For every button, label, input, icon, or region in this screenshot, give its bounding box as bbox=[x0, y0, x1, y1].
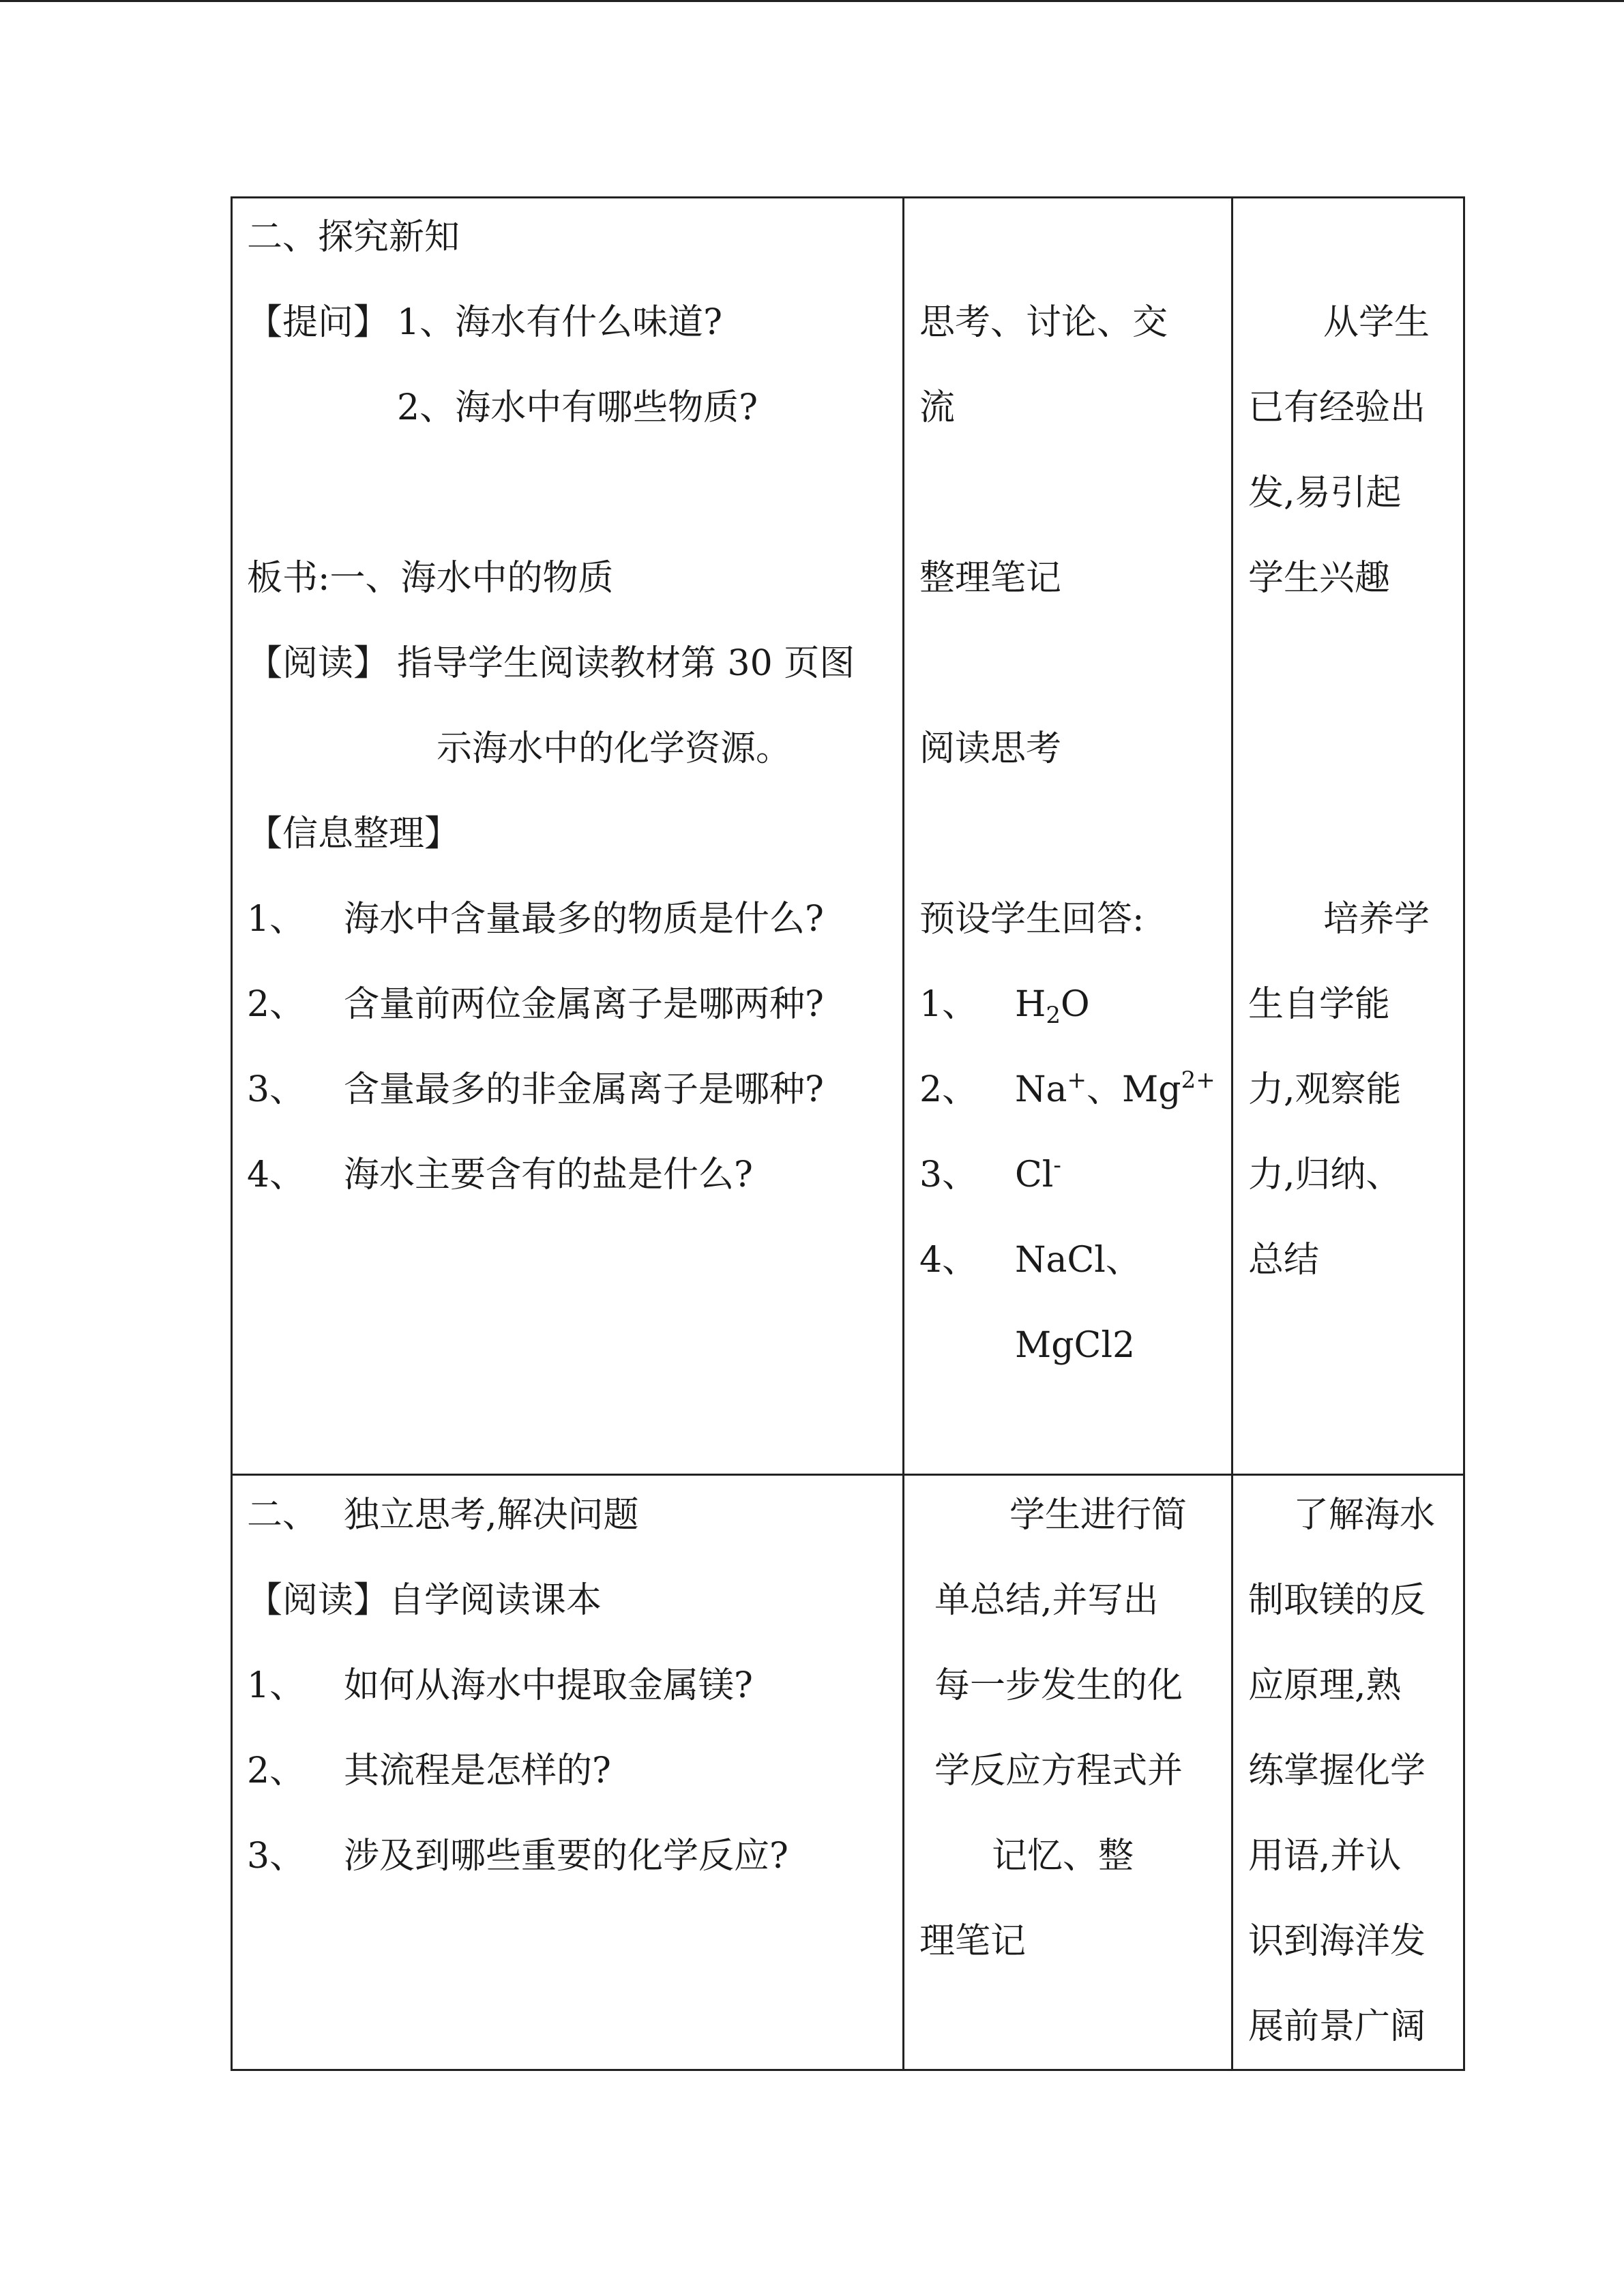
design-intent-text: 从学生 bbox=[1323, 302, 1430, 343]
answer-chloride-ion: Cl- bbox=[1015, 1152, 1061, 1195]
design-intent-text: 展前景广阔 bbox=[1248, 2006, 1426, 2047]
design-intent-text: 总结 bbox=[1248, 1240, 1320, 1281]
design-intent-text: 培养学 bbox=[1323, 899, 1430, 940]
design-intent-text: 用语,并认 bbox=[1248, 1836, 1402, 1877]
answer-number: 3、 bbox=[919, 1154, 978, 1195]
answer-formula-water: $H_2O$ bbox=[1015, 984, 1090, 1029]
design-intent-text: 发,易引起 bbox=[1248, 473, 1402, 513]
question-label: 【提问】 bbox=[247, 302, 389, 343]
answer-number: 1、 bbox=[919, 984, 978, 1025]
design-intent-text: 练掌握化学 bbox=[1248, 1750, 1426, 1791]
answer-salt-line-2: MgCl2 bbox=[1015, 1325, 1136, 1366]
info-item-number: 2、 bbox=[247, 984, 306, 1025]
info-item-number: 4、 bbox=[247, 1154, 306, 1195]
design-intent-text: 应原理,熟 bbox=[1248, 1665, 1402, 1706]
answer-number: 2、 bbox=[919, 1069, 978, 1110]
task-item-text: 如何从海水中提取金属镁? bbox=[344, 1665, 753, 1706]
task-item-number: 2、 bbox=[247, 1750, 306, 1791]
section-2-reading: 【阅读】自学阅读课本 bbox=[247, 1580, 602, 1621]
design-intent-text: 力,观察能 bbox=[1248, 1069, 1402, 1110]
info-organize-label: 【信息整理】 bbox=[247, 814, 460, 854]
student-activity-text: 每一步发生的化 bbox=[934, 1665, 1183, 1706]
info-item-text: 海水主要含有的盐是什么? bbox=[344, 1154, 753, 1195]
section-2-number: 二、 bbox=[247, 1495, 319, 1536]
table-column-divider-1 bbox=[902, 196, 904, 2071]
answer-metal-ions: Na+、$Mg^{2+}$ bbox=[1015, 1067, 1215, 1110]
info-item-number: 1、 bbox=[247, 899, 306, 940]
question-2: 2、海水中有哪些物质? bbox=[397, 387, 758, 428]
design-intent-text: 已有经验出 bbox=[1248, 387, 1426, 428]
reading-text-line-1: 指导学生阅读教材第 30 页图 bbox=[397, 643, 855, 684]
table-border-top bbox=[231, 196, 1465, 198]
design-intent-text: 了解海水 bbox=[1293, 1495, 1436, 1536]
table-border-bottom bbox=[231, 2069, 1465, 2071]
info-item-text: 海水中含量最多的物质是什么? bbox=[344, 899, 824, 940]
task-item-text: 其流程是怎样的? bbox=[344, 1750, 611, 1791]
question-1: 1、海水有什么味道? bbox=[397, 302, 722, 343]
student-activity-text: 理笔记 bbox=[919, 1921, 1027, 1962]
reading-label: 【阅读】 bbox=[247, 643, 389, 684]
table-border-left bbox=[231, 196, 233, 2071]
student-activity-think-cont: 流 bbox=[919, 387, 956, 428]
table-column-divider-2 bbox=[1231, 196, 1233, 2071]
board-note: 板书:一、海水中的物质 bbox=[247, 558, 614, 599]
design-intent-text: 生自学能 bbox=[1248, 984, 1391, 1025]
page-top-border bbox=[0, 0, 1624, 2]
student-activity-text: 记忆、整 bbox=[992, 1836, 1134, 1877]
design-intent-text: 识到海洋发 bbox=[1248, 1921, 1426, 1962]
info-item-number: 3、 bbox=[247, 1069, 306, 1110]
info-item-text: 含量最多的非金属离子是哪种? bbox=[344, 1069, 824, 1110]
section-title: 二、探究新知 bbox=[247, 217, 460, 258]
task-item-number: 1、 bbox=[247, 1665, 306, 1706]
student-activity-text: 学生进行简 bbox=[1009, 1495, 1187, 1536]
table-row-divider bbox=[231, 1474, 1465, 1476]
student-activity-think: 思考、讨论、交 bbox=[919, 302, 1168, 343]
reading-text-line-2: 示海水中的化学资源。 bbox=[437, 728, 792, 769]
student-activity-notes: 整理笔记 bbox=[919, 558, 1062, 599]
section-2-title: 独立思考,解决问题 bbox=[344, 1495, 639, 1536]
answer-salt-line-1: NaCl、 bbox=[1015, 1240, 1141, 1281]
student-activity-text: 单总结,并写出 bbox=[934, 1580, 1159, 1621]
table-border-right bbox=[1463, 196, 1465, 2071]
student-activity-text: 学反应方程式并 bbox=[934, 1750, 1183, 1791]
info-item-text: 含量前两位金属离子是哪两种? bbox=[344, 984, 824, 1025]
preset-answers-label: 预设学生回答: bbox=[919, 899, 1145, 940]
task-item-number: 3、 bbox=[247, 1836, 306, 1877]
design-intent-text: 力,归纳、 bbox=[1248, 1154, 1402, 1195]
design-intent-text: 制取镁的反 bbox=[1248, 1580, 1426, 1621]
design-intent-text: 学生兴趣 bbox=[1248, 558, 1391, 599]
lesson-plan-table bbox=[231, 196, 1465, 2071]
student-activity-read: 阅读思考 bbox=[919, 728, 1062, 769]
answer-number: 4、 bbox=[919, 1240, 978, 1281]
task-item-text: 涉及到哪些重要的化学反应? bbox=[344, 1836, 788, 1877]
